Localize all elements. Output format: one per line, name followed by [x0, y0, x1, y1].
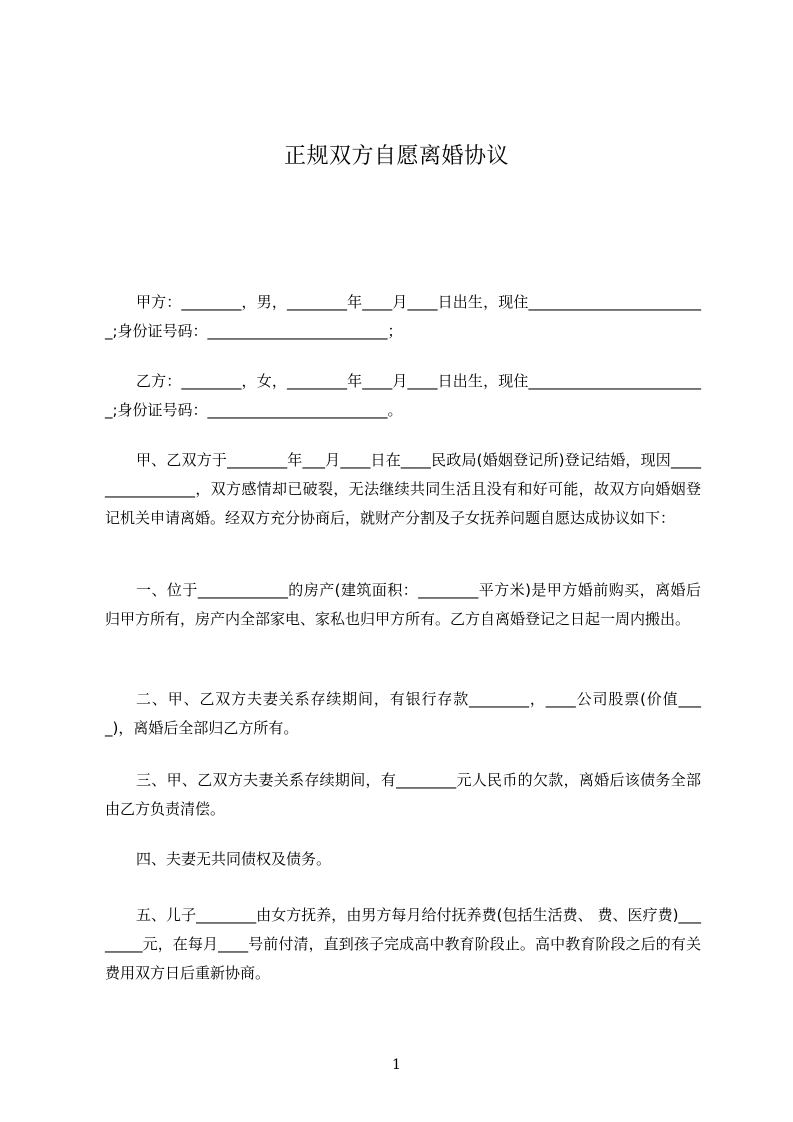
document-title: 正规双方自愿离婚协议: [283, 144, 509, 169]
page-number: 1: [392, 1057, 401, 1073]
paragraph-clause-2: 二、甲、乙双方夫妻关系存续期间，有银行存款________，____公司股票(价值____)，离婚后全部归乙方所有。: [105, 690, 701, 737]
paragraph-party-b: 乙方：________，女，________年____月____日出生，现住________________________;身份证号码：________________________。: [105, 372, 701, 419]
paragraph-marriage-info: 甲、乙双方于________年___月____日在____民政局(婚姻登记所)登记结婚，现因________________，双方感情却已破裂，无法继续共同生活且没有和好可能，故双方向婚姻登记机关申请离婚。经双方充分协商后，就财产分割及子女抚养问题自愿达成协议如下：: [105, 451, 701, 527]
paragraph-clause-4: 四、夫妻无共同债权及债务。: [136, 850, 332, 868]
paragraph-clause-5: 五、儿子________由女方抚养，由男方每月给付抚养费(包括生活费、 费、医疗费)________元，在每月____号前付清，直到孩子完成高中教育阶段止。高中教育阶段之后的有关费用双方日后重新协商。: [105, 906, 701, 982]
paragraph-clause-3: 三、甲、乙双方夫妻关系存续期间，有________元人民币的欠款，离婚后该债务全部由乙方负责清偿。: [105, 771, 701, 818]
paragraph-clause-1: 一、位于____________的房产(建筑面积：________平方米)是甲方婚前购买，离婚后归甲方所有，房产内全部家电、家私也归甲方所有。乙方自离婚登记之日起一周内搬出。: [105, 581, 701, 628]
paragraph-party-a: 甲方：________，男，________年____月____日出生，现住________________________;身份证号码：________________________；: [105, 293, 701, 340]
